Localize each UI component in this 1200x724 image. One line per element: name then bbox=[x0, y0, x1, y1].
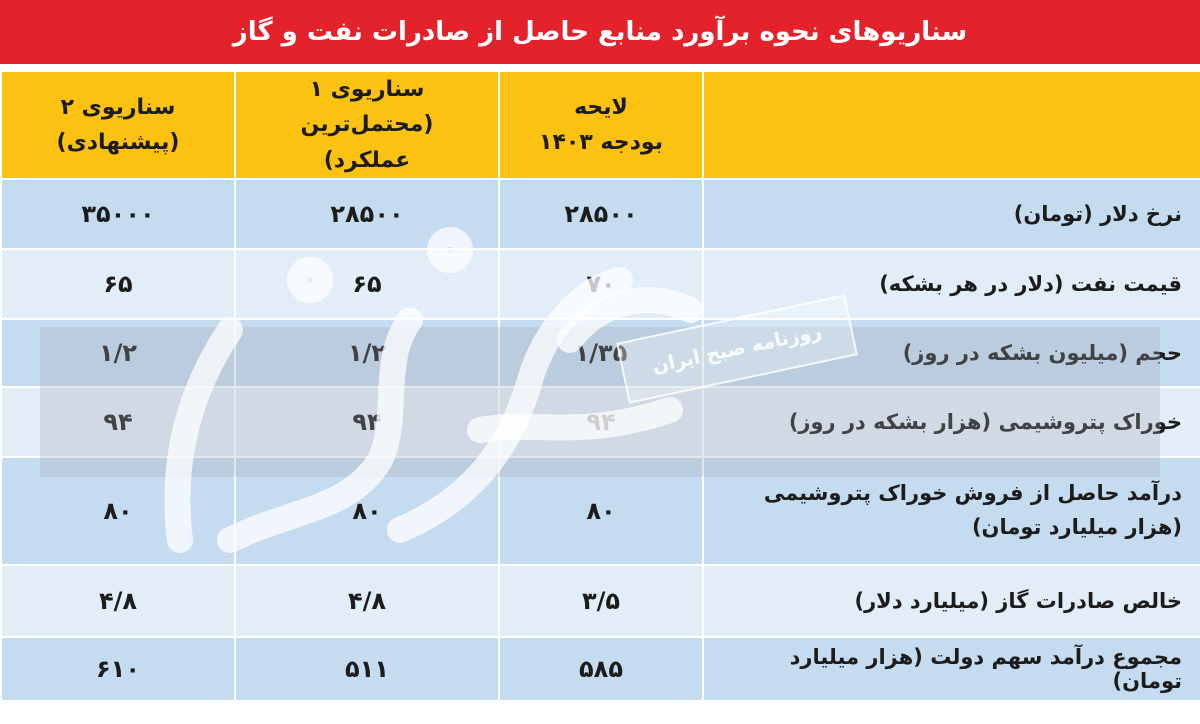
header-budget: لایحه بودجه ۱۴۰۳ bbox=[499, 71, 703, 179]
scenario-1-value: ۲۸۵۰۰ bbox=[235, 179, 499, 249]
header-empty-cell bbox=[703, 71, 1200, 179]
table-row bbox=[1, 637, 1200, 701]
scenario-2-value: ۱/۲ bbox=[1, 319, 235, 387]
data-table bbox=[0, 70, 1200, 702]
scenario-1-value: ۵۱۱ bbox=[235, 637, 499, 701]
scenario-2-value: ۸۰ bbox=[1, 457, 235, 565]
scenario-2-value: ۴/۸ bbox=[1, 565, 235, 637]
budget-value: ۵۸۵ bbox=[499, 637, 703, 701]
scenario-1-value: ۹۴ bbox=[235, 387, 499, 457]
budget-value: ۲۸۵۰۰ bbox=[499, 179, 703, 249]
budget-value: ۷۰ bbox=[499, 249, 703, 319]
table-row bbox=[1, 249, 1200, 319]
scenario-2-value: ۶۵ bbox=[1, 249, 235, 319]
row-label: خوراک پتروشیمی (هزار بشکه در روز) bbox=[703, 387, 1200, 457]
scenario-2-value: ۳۵۰۰۰ bbox=[1, 179, 235, 249]
header-scenario-1: سناریوی ۱ (محتمل‌ترین عملکرد) bbox=[235, 71, 499, 179]
table-title bbox=[0, 0, 1200, 64]
scenario-2-value: ۶۱۰ bbox=[1, 637, 235, 701]
budget-value: ۸۰ bbox=[499, 457, 703, 565]
table-title-text: سناریوهای نحوه برآورد منابع حاصل از صادرات نفت و گاز bbox=[232, 17, 968, 47]
row-label: حجم (میلیون بشکه در روز) bbox=[703, 319, 1200, 387]
table-row bbox=[1, 387, 1200, 457]
table-row bbox=[1, 565, 1200, 637]
scenario-1-value: ۶۵ bbox=[235, 249, 499, 319]
budget-value: ۹۴ bbox=[499, 387, 703, 457]
header-row bbox=[1, 71, 1200, 179]
scenario-1-value: ۱/۲ bbox=[235, 319, 499, 387]
budget-value: ۳/۵ bbox=[499, 565, 703, 637]
table-row bbox=[1, 319, 1200, 387]
scenario-1-value: ۸۰ bbox=[235, 457, 499, 565]
table-row bbox=[1, 457, 1200, 565]
table-row bbox=[1, 179, 1200, 249]
row-label: قیمت نفت (دلار در هر بشکه) bbox=[703, 249, 1200, 319]
scenario-2-value: ۹۴ bbox=[1, 387, 235, 457]
scenario-1-value: ۴/۸ bbox=[235, 565, 499, 637]
row-label: نرخ دلار (تومان) bbox=[703, 179, 1200, 249]
row-label: خالص صادرات گاز (میلیارد دلار) bbox=[703, 565, 1200, 637]
budget-value: ۱/۳۵ bbox=[499, 319, 703, 387]
row-label: مجموع درآمد سهم دولت (هزار میلیارد تومان) bbox=[703, 637, 1200, 701]
watermark-stamp: روزنامه صبح ایران bbox=[616, 294, 858, 403]
header-scenario-2: سناریوی ۲ (پیشنهادی) bbox=[1, 71, 235, 179]
row-label: درآمد حاصل از فروش خوراک پتروشیمی (هزار میلیارد تومان) bbox=[703, 457, 1200, 565]
